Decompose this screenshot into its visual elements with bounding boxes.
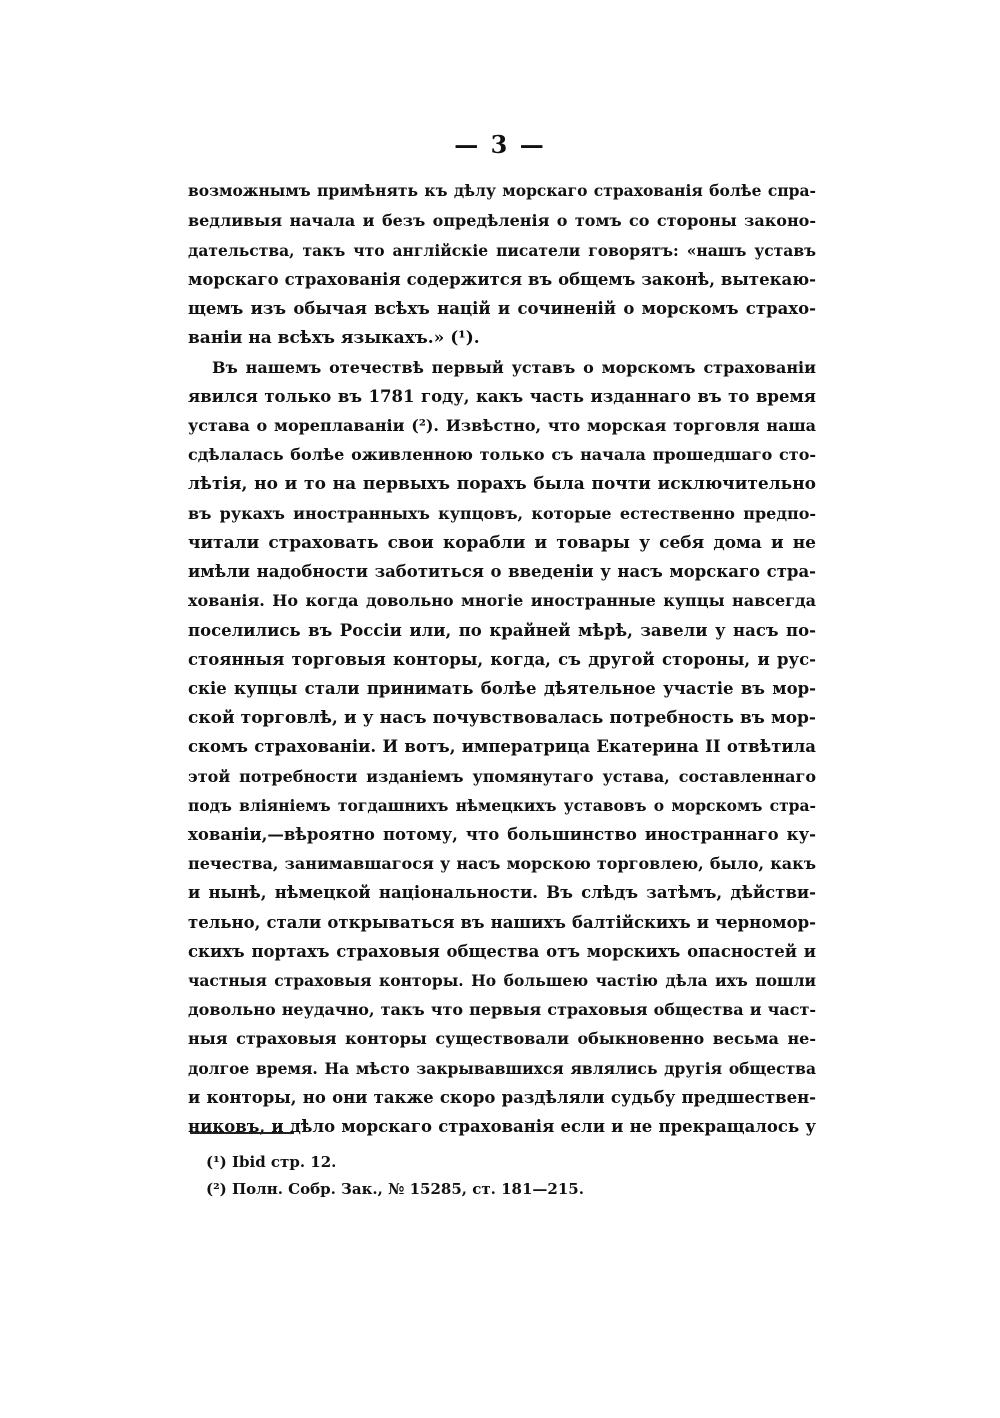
footnote-divider (190, 1132, 294, 1134)
text-line: довольно неудачно, такъ что первыя страховыя общества и част- (188, 1000, 816, 1019)
text-line: хованія. Но когда довольно многіе иностранные купцы навсегда (188, 591, 816, 610)
text-line: Въ нашемъ отечествѣ первый уставъ о морскомъ страхованіи (212, 358, 816, 377)
text-line: ныя страховыя конторы существовали обыкновенно весьма не- (188, 1029, 816, 1048)
text-line: скомъ страхованіи. И вотъ, императрица Екатерина II отвѣтила (188, 737, 816, 756)
text-line: долгое время. На мѣсто закрывавшихся являлись другія общества (188, 1059, 816, 1078)
text-line: скихъ портахъ страховыя общества отъ морскихъ опасностей и (188, 942, 816, 961)
text-line: тельно, стали открываться въ нашихъ балтійскихъ и черномор- (188, 913, 816, 932)
text-line: щемъ изъ обычая всѣхъ націй и сочиненій о морскомъ страхо- (188, 299, 816, 318)
text-line: скіе купцы стали принимать болѣе дѣятельное участіе въ мор- (188, 679, 816, 698)
text-line: имѣли надобности заботиться о введеніи у насъ морскаго стра- (188, 562, 816, 581)
text-line: морскаго страхованія содержится въ общемъ законѣ, вытекаю- (188, 270, 816, 289)
text-line: подъ вліяніемъ тогдашнихъ нѣмецкихъ уставовъ о морскомъ стра- (188, 796, 816, 815)
text-line: въ рукахъ иностранныхъ купцовъ, которые естественно предпо- (188, 504, 816, 523)
text-line: устава о мореплаваніи (²). Извѣстно, что морская торговля наша (188, 416, 816, 435)
text-line: ской торговлѣ, и у насъ почувствовалась потребность въ мор- (188, 708, 816, 728)
text-line: ваніи на всѣхъ языкахъ.» (¹). (188, 328, 480, 348)
text-line: явился только въ 1781 году, какъ часть изданнаго въ то время (188, 387, 816, 406)
text-line: лѣтія, но и то на первыхъ порахъ была почти исключительно (188, 474, 816, 494)
page-number: — 3 — (454, 130, 546, 159)
text-line: никовъ, и дѣло морскаго страхованія если и не прекращалось у (188, 1117, 816, 1136)
text-line: возможнымъ примѣнять къ дѣлу морскаго страхованія болѣе спра- (188, 181, 816, 200)
text-line: поселились въ Россіи или, по крайней мѣрѣ, завели у насъ по- (188, 621, 816, 640)
text-line: и конторы, но они также скоро раздѣляли судьбу предшествен- (188, 1088, 816, 1107)
text-line: стоянныя торговыя конторы, когда, съ другой стороны, и рус- (188, 650, 816, 669)
text-line: печества, занимавшагося у насъ морскою торговлею, было, какъ (188, 854, 816, 873)
text-line: частныя страховыя конторы. Но большею частію дѣла ихъ пошли (188, 971, 816, 990)
text-line: и нынѣ, нѣмецкой національности. Въ слѣдъ затѣмъ, дѣйстви- (188, 883, 816, 902)
text-line: хованіи,—вѣроятно потому, что большинство иностраннаго ку- (188, 825, 816, 844)
text-line: читали страховать свои корабли и товары у себя дома и не (188, 533, 816, 553)
footnote-2: (²) Полн. Собр. Зак., № 15285, ст. 181—215. (206, 1180, 584, 1198)
text-line: сдѣлалась болѣе оживленною только съ начала прошедшаго сто- (188, 445, 816, 464)
footnote-1: (¹) Ibid стр. 12. (206, 1153, 337, 1171)
text-line: ведливыя начала и безъ опредѣленія о томъ со стороны законо- (188, 211, 816, 230)
text-line: дательства, такъ что англійскіе писатели говорятъ: «нашъ уставъ (188, 241, 816, 260)
text-line: этой потребности изданіемъ упомянутаго устава, составленнаго (188, 767, 816, 786)
